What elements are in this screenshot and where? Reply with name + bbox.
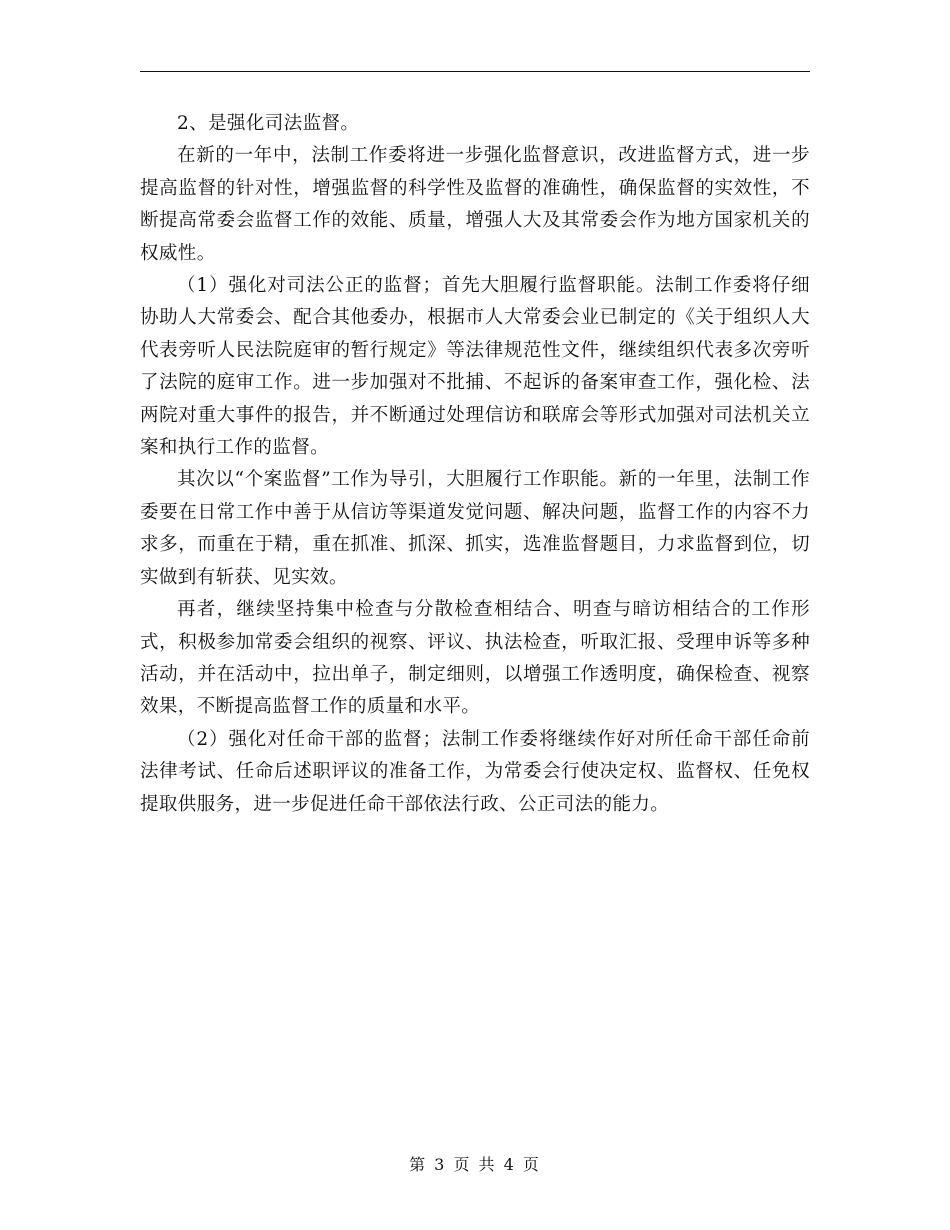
page-number-footer: 第 3 页 共 4 页 xyxy=(409,1155,541,1174)
paragraph: 在新的一年中，法制工作委将进一步强化监督意识，改进监督方式，进一步提高监督的针对性，增强监督的科学性及监督的准确性，确保监督的实效性，不断提高常委会监督工作的效能、质量，增强人大及其常委会作为地方国家机关的权威性。 xyxy=(140,145,810,264)
paragraph: 其次以“个案监督”工作为导引，大胆履行工作职能。新的一年里，法制工作委要在日常工作中善于从信访等渠道发觉问题、解决问题，监督工作的内容不力求多，而重在于精，重在抓准、抓深、抓实，选准监督题目，力求监督到位，切实做到有斩获、见实效。 xyxy=(140,469,810,588)
paragraph: （1）强化对司法公正的监督；首先大胆履行监督职能。法制工作委将仔细协助人大常委会、配合其他委办，根据市人大常委会业已制定的《关于组织人大代表旁听人民法院庭审的暂行规定》等法律规范性文件，继续组织代表多次旁听了法院的庭审工作。进一步加强对不批捕、不起诉的备案审查工作，强化检、法两院对重大事件的报告，并不断通过处理信访和联席会等形式加强对司法机关立案和执行工作的监督。 xyxy=(140,275,810,459)
paragraph: 再者，继续坚持集中检查与分散检查相结合、明查与暗访相结合的工作形式，积极参加常委会组织的视察、评议、执法检查，听取汇报、受理申诉等多种活动，并在活动中，拉出单子，制定细则，以增强工作透明度，确保检查、视察效果，不断提高监督工作的质量和水平。 xyxy=(140,599,810,718)
paragraph-heading: 2、是强化司法监督。 xyxy=(177,113,360,134)
header-rule xyxy=(140,71,810,72)
paragraph: （2）强化对任命干部的监督；法制工作委将继续作好对所任命干部任命前法律考试、任命后述职评议的准备工作，为常委会行使决定权、监督权、任免权提取供服务，进一步促进任命干部依法行政、公正司法的能力。 xyxy=(140,728,810,815)
document-body xyxy=(140,108,810,821)
